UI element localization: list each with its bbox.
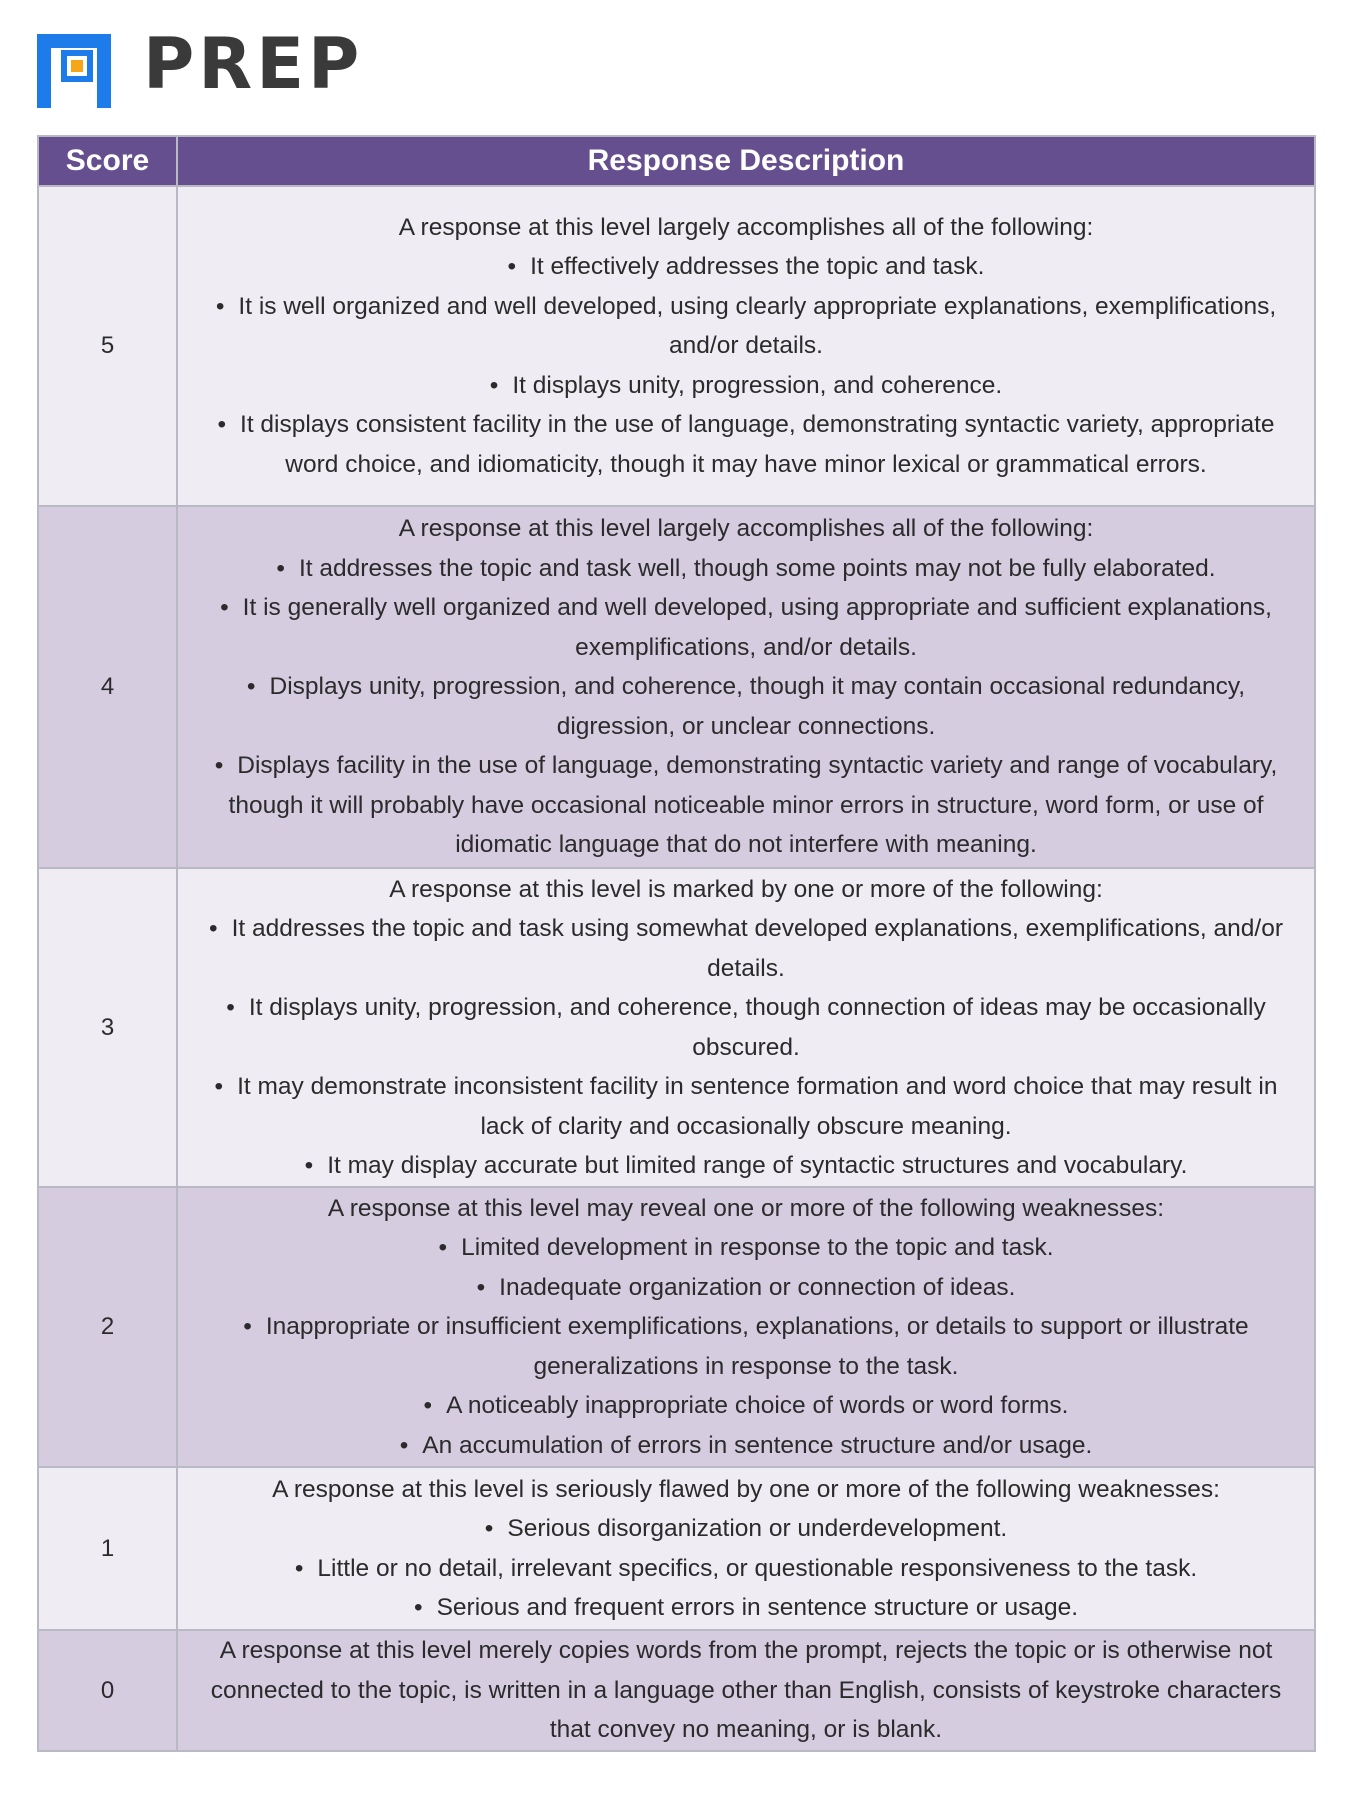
prep-logo-icon <box>37 20 125 108</box>
description-bullet: • It is well organized and well developed, using clearly appropriate explanations, exemplifications, and/or details. <box>190 287 1302 366</box>
description-cell <box>177 1187 1315 1467</box>
description-bullet: • It displays consistent facility in the use of language, demonstrating syntactic variety, appropriate word choice, and idiomaticity, though it may have minor lexical or grammatical errors. <box>190 405 1302 484</box>
description-bullet: • It effectively addresses the topic and task. <box>190 247 1302 287</box>
rubric-row-score-0 <box>38 1630 1315 1751</box>
description-intro: A response at this level may reveal one or more of the following weaknesses: <box>327 1194 1165 1222</box>
description-cell <box>177 506 1315 868</box>
score-cell: 0 <box>38 1630 177 1751</box>
description-bullet: • A noticeably inappropriate choice of words or word forms. <box>190 1386 1302 1426</box>
table-header-row <box>38 136 1315 186</box>
description-bullet: • Inappropriate or insufficient exemplifications, explanations, or details to support or illustrate generalizations in response to the task. <box>190 1307 1302 1386</box>
score-cell: 2 <box>38 1187 177 1467</box>
description-intro: A response at this level largely accomplishes all of the following: <box>398 515 1094 543</box>
score-column-header: Score <box>38 136 177 186</box>
description-bullet: • Little or no detail, irrelevant specifics, or questionable responsiveness to the task. <box>190 1549 1302 1589</box>
description-intro: A response at this level is marked by one or more of the following: <box>389 875 1103 903</box>
description-cell <box>177 868 1315 1187</box>
description-bullet: • Serious disorganization or underdevelopment. <box>190 1509 1302 1549</box>
brand-logo <box>37 20 363 108</box>
description-cell <box>177 186 1315 506</box>
description-cell <box>177 1630 1315 1751</box>
description-bullet: • Displays facility in the use of language, demonstrating syntactic variety and range of vocabulary, though it will probably have occasional noticeable minor errors in structure, word form, or use of idiomatic language that do not interfere with meaning. <box>190 746 1302 865</box>
description-column-header: Response Description <box>177 136 1315 186</box>
rubric-body <box>38 186 1315 1751</box>
description-bullet: • Limited development in response to the topic and task. <box>190 1228 1302 1268</box>
description-intro: A response at this level largely accomplishes all of the following: <box>398 213 1094 241</box>
description-bullet: • An accumulation of errors in sentence structure and/or usage. <box>190 1426 1302 1466</box>
description-bullet: • It displays unity, progression, and coherence, though connection of ideas may be occasionally obscured. <box>190 988 1302 1067</box>
description-bullet: • Displays unity, progression, and coherence, though it may contain occasional redundancy, digression, or unclear connections. <box>190 667 1302 746</box>
rubric-row-score-3 <box>38 868 1315 1187</box>
rubric-row-score-4 <box>38 506 1315 868</box>
description-bullet: • It is generally well organized and well developed, using appropriate and sufficient explanations, exemplifications, and/or details. <box>190 588 1302 667</box>
description-bullet: • It may demonstrate inconsistent facility in sentence formation and word choice that may result in lack of clarity and occasionally obscure meaning. <box>190 1067 1302 1146</box>
description-intro: A response at this level merely copies words from the prompt, rejects the topic or is otherwise not connected to the topic, is written in a language other than English, consists of keystroke characters that convey no meaning, or is blank. <box>210 1637 1282 1743</box>
description-bullet: • Serious and frequent errors in sentence structure or usage. <box>190 1588 1302 1628</box>
rubric-row-score-2 <box>38 1187 1315 1467</box>
description-intro: A response at this level is seriously flawed by one or more of the following weaknesses: <box>272 1475 1220 1503</box>
description-bullet: • Inadequate organization or connection of ideas. <box>190 1268 1302 1308</box>
description-bullet: • It addresses the topic and task using somewhat developed explanations, exemplifications, and/or details. <box>190 909 1302 988</box>
brand-name: PREP <box>143 23 364 105</box>
description-bullet: • It displays unity, progression, and coherence. <box>190 366 1302 406</box>
score-cell: 4 <box>38 506 177 868</box>
description-bullet: • It addresses the topic and task well, though some points may not be fully elaborated. <box>190 549 1302 589</box>
score-cell: 5 <box>38 186 177 506</box>
rubric-row-score-1 <box>38 1467 1315 1630</box>
score-cell: 3 <box>38 868 177 1187</box>
scoring-rubric-table <box>37 135 1316 1752</box>
description-bullet: • It may display accurate but limited range of syntactic structures and vocabulary. <box>190 1146 1302 1186</box>
rubric-row-score-5 <box>38 186 1315 506</box>
description-cell <box>177 1467 1315 1630</box>
score-cell: 1 <box>38 1467 177 1630</box>
